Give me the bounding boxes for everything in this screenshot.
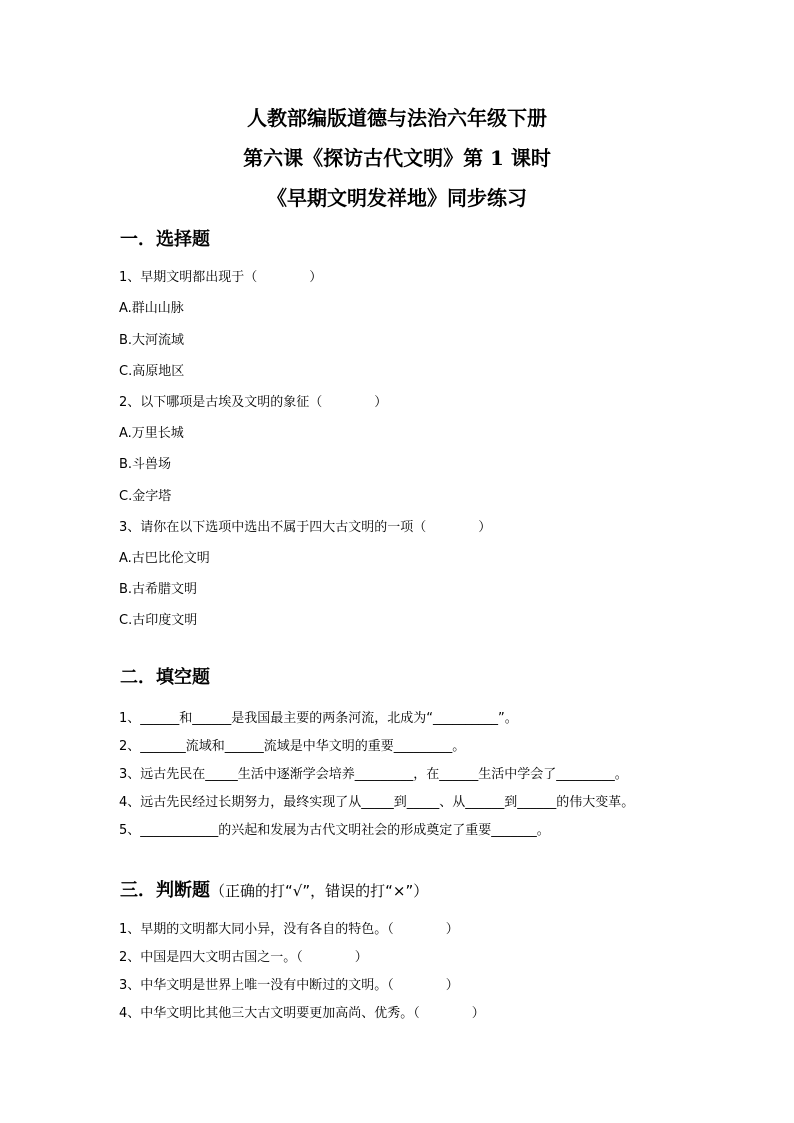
section-heading-fill-blank: 二．填空题: [120, 667, 210, 688]
fill-blank-item-1: 1、______和______是我国最主要的两条河流，北成为“__________”。: [119, 711, 518, 726]
section-heading-true-false: [120, 880, 428, 902]
question-3-stem: 3、请你在以下选项中选出不属于四大古文明的一项（ ）: [119, 520, 492, 535]
fill-blank-item-4: 4、远古先民经过长期努力，最终实现了从_____到_____、从______到______的伟大变革。: [119, 795, 635, 810]
section-heading-choice: 一．选择题: [120, 229, 210, 250]
title-line-3: 《早期文明发祥地》同步练习: [267, 186, 527, 210]
question-2-stem: 2、以下哪项是古埃及文明的象征（ ）: [119, 395, 388, 410]
true-false-item-2: 2、中国是四大文明古国之一。（ ）: [119, 950, 368, 965]
question-2-option-b: B.斗兽场: [119, 457, 172, 472]
title-line-2: 第六课《探访古代文明》第 1 课时: [243, 146, 551, 170]
true-false-heading-text: 三．判断题: [120, 880, 210, 901]
title-line-1: 人教部编版道德与法治六年级下册: [247, 106, 547, 130]
question-3-option-c: C.古印度文明: [119, 613, 198, 628]
question-2-option-c: C.金字塔: [119, 489, 172, 504]
question-1-stem: 1、早期文明都出现于（ ）: [119, 270, 323, 285]
true-false-item-1: 1、早期的文明都大同小异，没有各自的特色。（ ）: [119, 922, 459, 937]
question-1-option-b: B.大河流域: [119, 333, 185, 348]
question-1-option-c: C.高原地区: [119, 364, 185, 379]
question-3-option-a: A.古巴比伦文明: [119, 551, 210, 566]
question-2-option-a: A.万里长城: [119, 426, 184, 441]
true-false-item-4: 4、中华文明比其他三大古文明要更加高尚、优秀。（ ）: [119, 1006, 485, 1021]
fill-blank-item-5: 5、____________的兴起和发展为古代文明社会的形成奠定了重要_______。: [119, 823, 550, 838]
fill-blank-item-3: 3、远古先民在_____生活中逐渐学会培养_________，在______生活中学会了_________。: [119, 767, 628, 782]
question-1-option-a: A.群山山脉: [119, 301, 184, 316]
fill-blank-item-2: 2、_______流域和______流域是中华文明的重要_________。: [119, 739, 466, 754]
question-3-option-b: B.古希腊文明: [119, 582, 198, 597]
true-false-instruction: （正确的打“√”，错误的打“×”）: [210, 882, 429, 900]
true-false-item-3: 3、中华文明是世界上唯一没有中断过的文明。（ ）: [119, 978, 459, 993]
